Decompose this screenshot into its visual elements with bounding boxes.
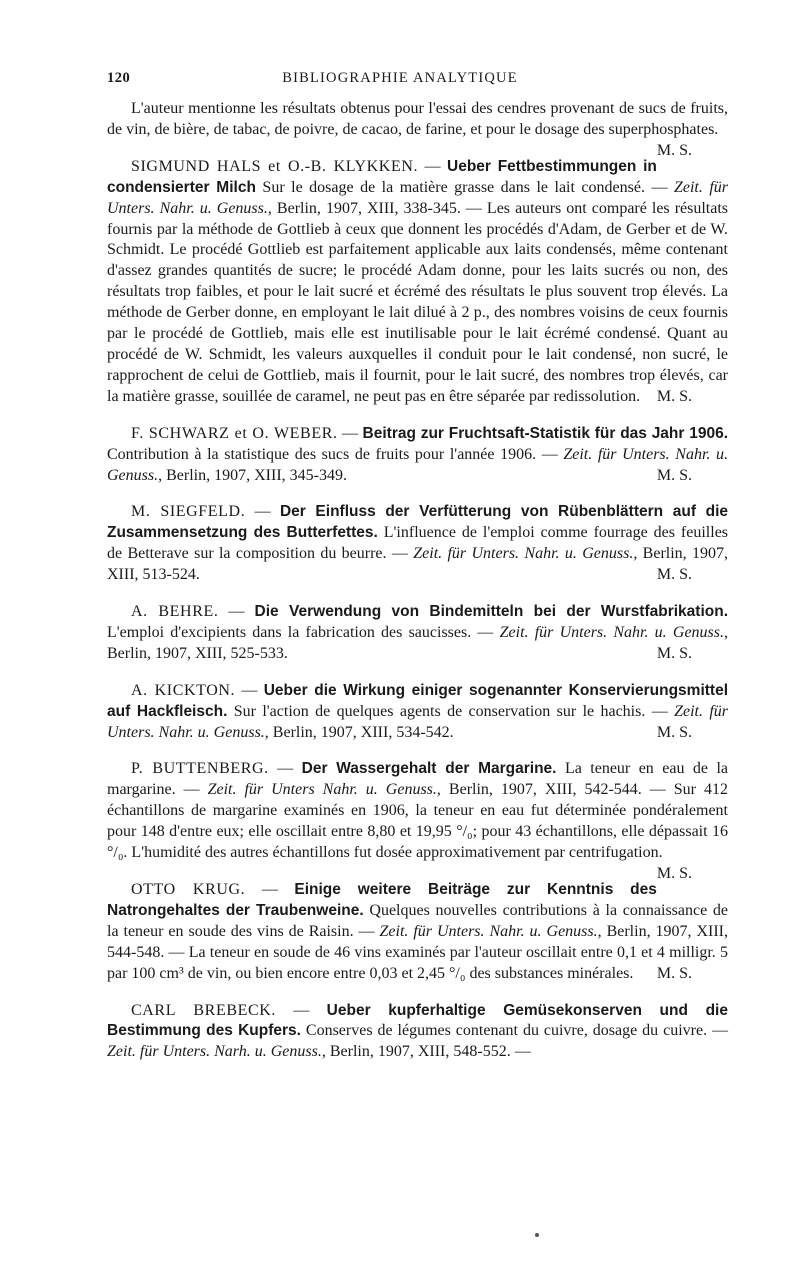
abstract-entry-brebeck: CARL BREBECK. — Ueber kupferhaltige Gemüsekonserven und die Bestimmung des Kupfers. Conserves de légumes contenant du cuivre, dosage du cuivre. — Zeit. für Unters. Narh. u. Genuss., Berlin, 1907, XIII, 548-552. — xyxy=(107,1001,729,1061)
entry-text: L'emploi d'excipients dans la fabrication des saucisses. — xyxy=(107,623,494,641)
abstract-entry-behre: A. BEHRE. — Die Verwendung von Bindemitteln bei der Wurstfabrikation. L'emploi d'excipients dans la fabrication des saucisses. — Zeit. für Unters. Nahr. u. Genuss., Berlin, 1907, XIII, 525-533. M. S. xyxy=(107,602,728,665)
entry-summary: — La teneur en soude de 46 vins examinés par l'auteur oscillait entre 0,1 et 4 milligr. 5 par 100 cm³ de vin, ou bien encore entre 0,03 et 2,45 °/₀ des substances minérales. xyxy=(107,943,729,982)
page-header xyxy=(107,70,693,92)
entry-text: L'auteur mentionne les résultats obtenus pour l'essai des cendres provenant de sucs de fruits, de vin, de bière, de tabac, de poivre, de cacao, de farine, et pour le dosage des superphosphates. xyxy=(107,100,728,138)
entry-journal: Zeit. für Unters. Nahr. u. Genuss. xyxy=(379,922,598,940)
entry-reference: , Berlin, 1907, XIII, 548-552. — xyxy=(321,1043,531,1061)
entry-signature: M. S. xyxy=(656,723,692,741)
entry-journal: Zeit. für Unters. Nahr. u. Genuss. xyxy=(107,702,729,741)
abstract-entry-kickton: A. KICKTON. — Ueber die Wirkung einiger sogenannter Konservierungsmittel auf Hackfleisch. Sur l'action de quelques agents de conservation sur le hachis. — Zeit. für Unters. Nahr. u. Genuss., Berlin, 1907, XIII, 534-542. M. S. xyxy=(107,681,728,744)
entry-title: Die Verwendung von Bindemitteln bei der Wurstfabrikation. xyxy=(254,603,729,621)
entry-signature: M. S. xyxy=(656,644,692,662)
entry-title: Beitrag zur Fruchtsaft-Statistik für das Jahr 1906. xyxy=(362,424,728,442)
entry-text: Sur le dosage de la matière grasse dans le lait condensé. — xyxy=(262,178,668,196)
entry-reference: , Berlin, 1907, XIII, 534-542. xyxy=(264,723,454,741)
abstract-entry-schwarz-weber: F. SCHWARZ et O. WEBER. — Beitrag zur Fruchtsaft-Statistik für das Jahr 1906. Contribution à la statistique des sucs de fruits pour l'année 1906. — Zeit. für Unters. Nahr. u. Genuss., Berlin, 1907, XIII, 345-349. M. S. xyxy=(107,424,728,487)
entry-reference: , Berlin, 1907, XIII, 544-548. xyxy=(107,922,729,961)
entry-text: L'influence de l'emploi comme fourrage des feuilles de Betterave sur la composition du beurre. — xyxy=(107,524,729,563)
entry-title: Ueber die Wirkung einiger sogenannter Konservierungsmittel auf Hackfleisch. xyxy=(107,681,728,720)
entry-journal: Zeit. für Unters. Nahr. u. Genuss. xyxy=(107,178,729,217)
entry-journal: Zeit. für Unters. Nahr. u. Genuss. xyxy=(413,545,634,563)
abstract-entry-krug: OTTO KRUG. — Einige weitere Beiträge zur Kenntnis des Natrongehaltes der Traubenweine. Quelques nouvelles contributions à la connaissance de la teneur en soude des vins de Raisin. — Zeit. für Unters. Nahr. u. Genuss., Berlin, 1907, XIII, 544-548. — La teneur en soude de 46 vins examinés par l'auteur oscillait entre 0,1 et 4 milligr. 5 par 100 cm³ de vin, ou bien encore entre 0,03 et 2,45 °/₀ des substances minérales. M. S. xyxy=(107,880,728,985)
entry-signature: M. S. xyxy=(656,466,692,484)
page-number: 120 xyxy=(107,70,131,86)
entry-summary: — Les auteurs ont comparé les résultats fournis par la méthode de Gottlieb à ceux que donnent les procédés d'Adam, de Gerber et de W. Schmidt. Le procédé Gottlieb est parfaitement applicable aux laits condensés, même contenant d'assez grandes quantités de sucre; le procédé Adam donne, pour les laits sucrés ou non, des résultats trop faibles, et pour le lait sucré et écrémé des résultats le plus souvent trop élevés. La méthode de Gerber donne, en employant le lait dilué à 2 p., des nombres voisins de ceux fournis par le procédé de Gottlieb, mais elle est inutilisable pour le lait écrémé condensé. Quant au procédé de W. Schmidt, les valeurs auxquelles il conduit pour le lait condensé, non sucré, le rapprochent de celui de Gottlieb, mais il fournit, pour le lait sucré, des nombres trop élevés, car la matière grasse, souillée de caramel, ne peut pas en être séparée par redissolution. xyxy=(107,199,729,405)
entry-author: CARL BREBECK. xyxy=(131,1001,276,1019)
entry-signature: M. S. xyxy=(656,865,692,882)
running-title: BIBLIOGRAPHIE ANALYTIQUE xyxy=(282,70,518,86)
entry-reference: , Berlin, 1907, XIII, 542-544. xyxy=(436,781,642,799)
entry-reference: , Berlin, 1907, XIII, 338-345. xyxy=(267,199,461,217)
entry-author: A. BEHRE. xyxy=(131,603,219,621)
entry-author: F. SCHWARZ et O. WEBER. xyxy=(131,424,338,442)
entry-author: P. BUTTENBERG. xyxy=(131,760,269,778)
entry-reference: , Berlin, 1907, XIII, 525-533. xyxy=(107,623,728,662)
entry-journal: Zeit. für Unters. Narh. u. Genuss. xyxy=(107,1043,322,1061)
print-speck xyxy=(535,1233,539,1237)
entry-signature: M. S. xyxy=(656,141,692,159)
entry-signature: M. S. xyxy=(656,387,692,405)
entry-text: Contribution à la statistique des sucs de fruits pour l'année 1906. — xyxy=(107,445,558,463)
entry-text: Quelques nouvelles contributions à la connaissance de la teneur en soude des vins de Raisin. — xyxy=(107,901,729,940)
entry-title: Ueber kupferhaltige Gemüsekonserven und die Bestimmung des Kupfers. xyxy=(107,1001,728,1040)
entry-text: La teneur en eau de la margarine. — xyxy=(107,760,729,799)
entry-signature: M. S. xyxy=(656,566,692,584)
abstracts-body xyxy=(107,99,728,1079)
abstract-entry-hals-klykken: SIGMUND HALS et O.-B. KLYKKEN. — Ueber Fettbestimmungen in condensierter Milch Sur le dosage de la matière grasse dans le lait condensé. — Zeit. für Unters. Nahr. u. Genuss., Berlin, 1907, XIII, 338-345. — Les auteurs ont comparé les résultats fournis par la méthode de Gottlieb à ceux que donnent les procédés d'Adam, de Gerber et de W. Schmidt. Le procédé Gottlieb est parfaitement applicable aux laits condensés, même contenant d'assez grandes quantités de sucre; le procédé Adam donne, pour les laits sucrés ou non, des résultats trop faibles, et pour le lait sucré et écrémé des résultats le plus souvent trop élevés. La méthode de Gerber donne, en employant le lait dilué à 2 p., des nombres voisins de ceux fournis par le procédé de Gottlieb, mais elle est inutilisable pour le lait écrémé condensé. Quant au procédé de W. Schmidt, les valeurs auxquelles il conduit pour le lait condensé, non sucré, le rapprochent de celui de Gottlieb, mais il fournit, pour le lait sucré, des nombres trop élevés, car la matière grasse, souillée de caramel, ne peut pas en être séparée par redissolution. M. S. xyxy=(107,157,728,408)
entry-title: Der Wassergehalt der Margarine. xyxy=(301,760,557,778)
abstract-entry-continuation xyxy=(107,99,728,159)
entry-journal: Zeit. für Unters. Nahr. u. Genuss. xyxy=(499,623,724,641)
entry-author: A. KICKTON. xyxy=(131,681,236,699)
entry-journal: Zeit. für Unters. Nahr. u. Genuss. xyxy=(107,445,728,484)
entry-summary: — Sur 412 échantillons de margarine examinés en 1906, la teneur en eau fut déterminée pondéralement pour 148 d'entre eux; elle oscillait entre 8,80 et 19,95 °/₀; pour 43 échantillons, elle dépassait 16 °/₀. L'humidité des autres échantillons fut dosée approximativement par centrifugation. xyxy=(107,781,729,862)
abstract-entry-siegfeld: M. SIEGFELD. — Der Einfluss der Verfütterung von Rübenblättern auf die Zusammensetzung des Butterfettes. L'influence de l'emploi comme fourrage des feuilles de Betterave sur la composition du beurre. — Zeit. für Unters. Nahr. u. Genuss., Berlin, 1907, XIII, 513-524. M. S. xyxy=(107,502,728,586)
entry-title: Einige weitere Beiträge zur Kenntnis des Natrongehaltes der Traubenweine. xyxy=(107,881,657,919)
entry-signature: M. S. xyxy=(656,964,692,982)
abstract-entry-buttenberg: P. BUTTENBERG. — Der Wassergehalt der Margarine. La teneur en eau de la margarine. — Zeit. für Unters Nahr. u. Genuss., Berlin, 1907, XIII, 542-544. — Sur 412 échantillons de margarine examinés en 1906, la teneur en eau fut déterminée pondéralement pour 148 d'entre eux; elle oscillait entre 8,80 et 19,95 °/₀; pour 43 échantillons, elle dépassait 16 °/₀. L'humidité des autres échantillons fut dosée approximativement par centrifugation. M. S. xyxy=(107,759,728,864)
entry-reference: , Berlin, 1907, XIII, 345-349. xyxy=(158,466,347,484)
entry-author: OTTO KRUG. xyxy=(131,881,246,898)
entry-author: M. SIEGFELD. xyxy=(131,503,246,521)
entry-journal: Zeit. für Unters Nahr. u. Genuss. xyxy=(207,781,437,799)
entry-title: Der Einfluss der Verfütterung von Rübenblättern auf die Zusammensetzung des Butterfettes. xyxy=(107,503,728,542)
entry-title: Ueber Fettbestimmungen in condensierter Milch xyxy=(107,157,657,196)
entry-text: Sur l'action de quelques agents de conservation sur le hachis. — xyxy=(233,702,668,720)
entry-author: SIGMUND HALS et O.-B. KLYKKEN. xyxy=(131,157,419,175)
entry-text: Conserves de légumes contenant du cuivre, dosage du cuivre. — xyxy=(305,1022,729,1040)
entry-reference: , Berlin, 1907, XIII, 513-524. xyxy=(107,545,729,584)
